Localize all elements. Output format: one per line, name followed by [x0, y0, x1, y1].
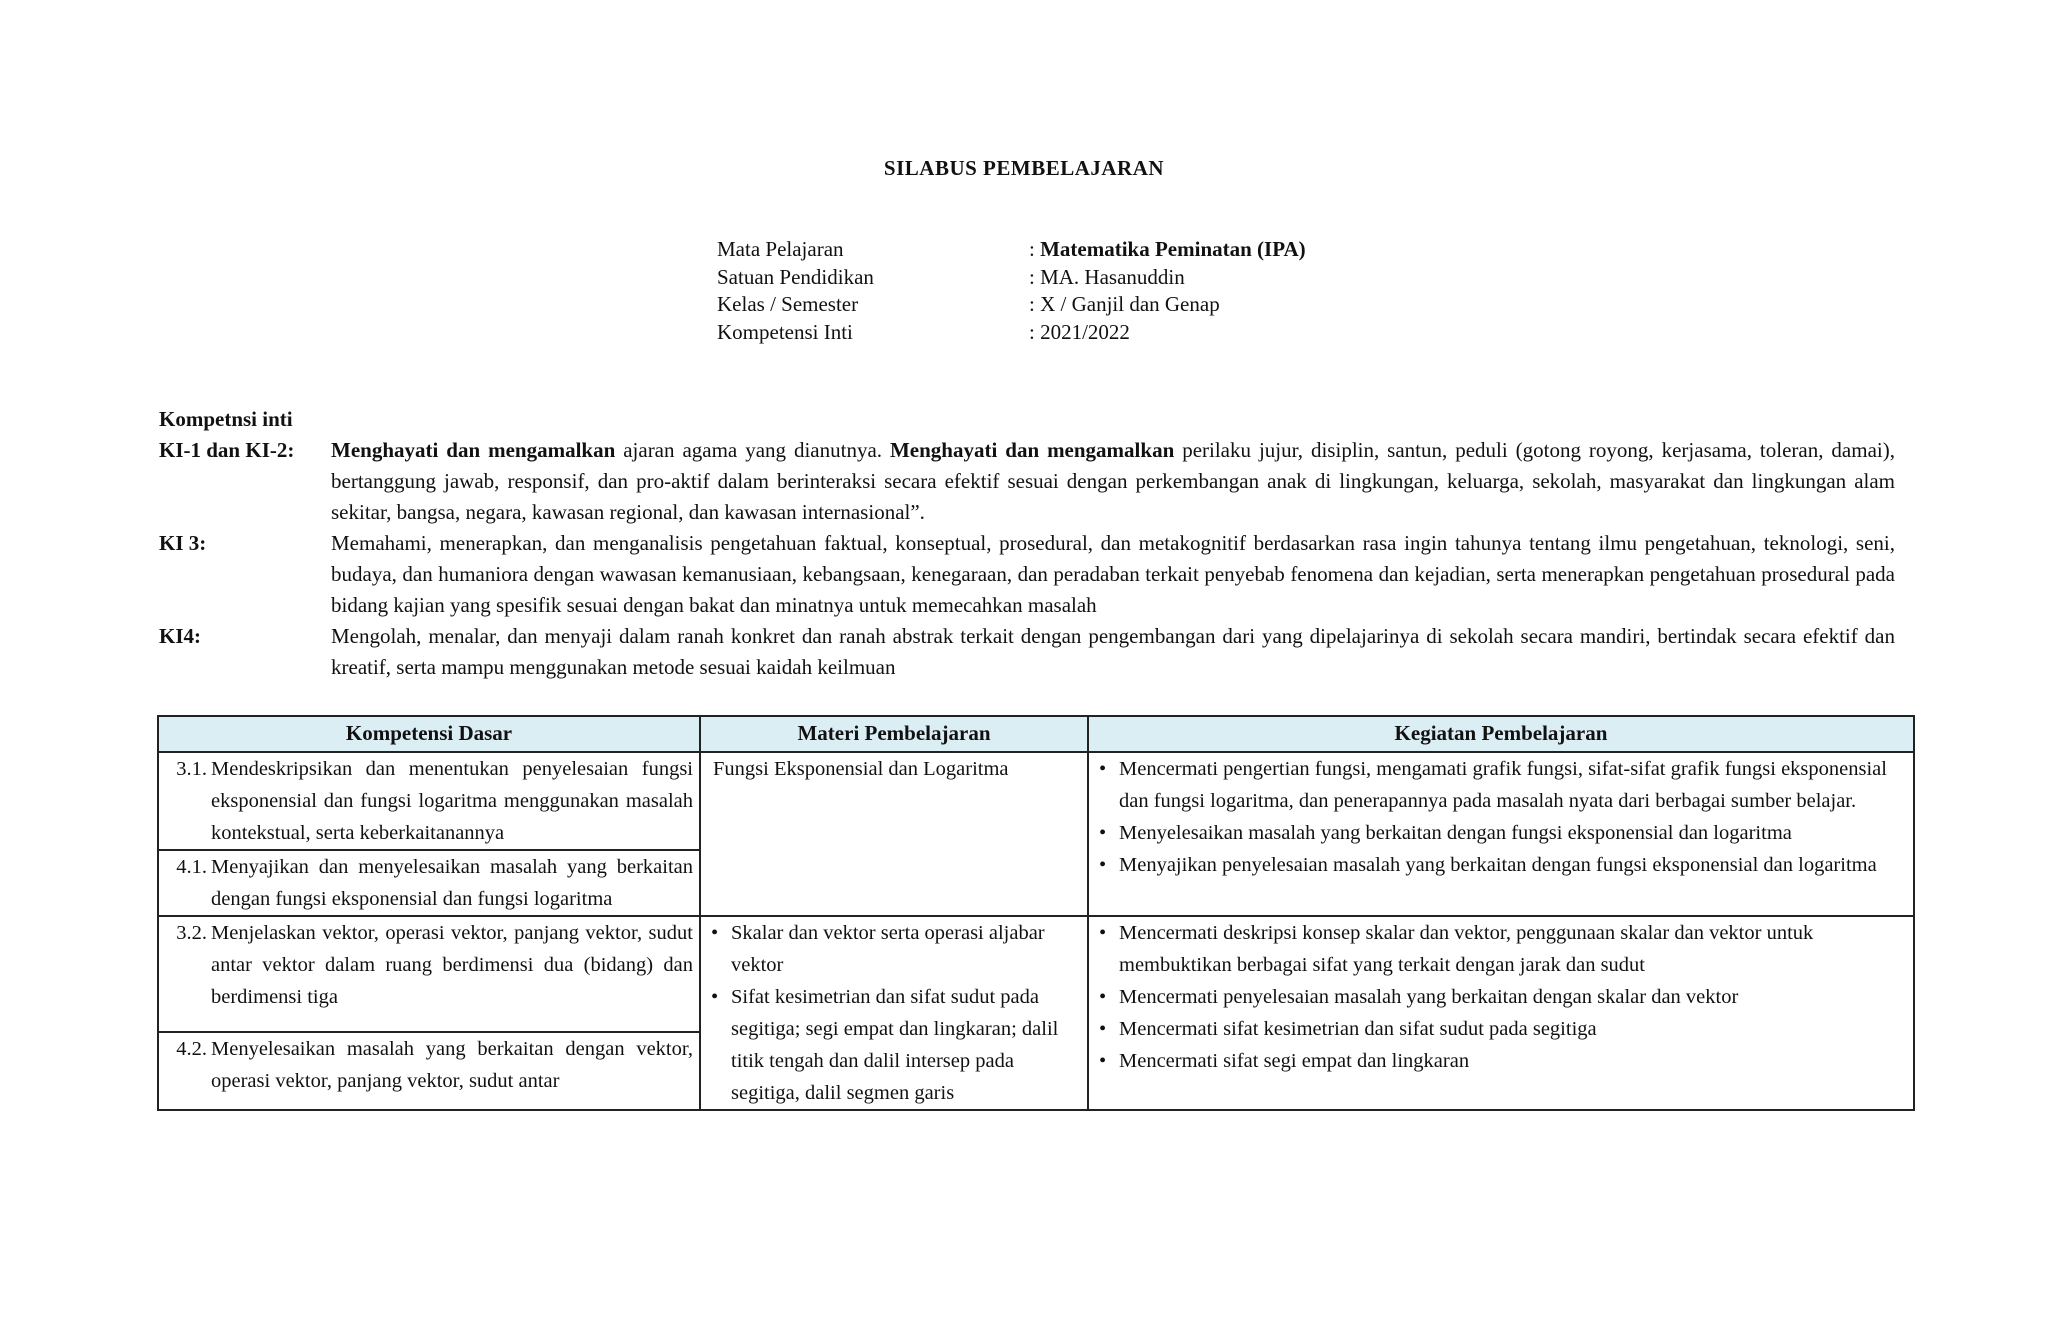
kegiatan-list [1095, 753, 1907, 881]
ki-heading: Kompetnsi inti [159, 407, 293, 431]
meta-value: : MA. Hasanuddin [1029, 264, 1185, 289]
kd-text: Mendeskripsikan dan menentukan penyelesaian fungsi eksponensial dan fungsi logaritma menggunakan masalah kontekstual, serta keberkaitanannya [211, 758, 693, 844]
kegiatan-cell [1088, 752, 1914, 916]
kd-number: 4.1. [176, 856, 207, 878]
list-item: • Menyelesaikan masalah yang berkaitan dengan fungsi eksponensial dan logaritma [1095, 817, 1907, 849]
table-row [158, 752, 1914, 850]
page-title: SILABUS PEMBELAJARAN [883, 156, 1165, 180]
kd-number: 3.2. [176, 922, 207, 944]
list-item: • Mencermati penyelesaian masalah yang berkaitan dengan skalar dan vektor [1095, 981, 1907, 1013]
kd-cell [158, 916, 700, 1032]
meta-label: Mata Pelajaran [717, 237, 844, 261]
ki-item [159, 528, 1895, 621]
meta-row-class [717, 291, 1306, 319]
kd-number: 3.1. [176, 758, 207, 780]
kd-text: Menyelesaikan masalah yang berkaitan dengan vektor, operasi vektor, panjang vektor, sudut antar [211, 1037, 693, 1092]
ki-label: KI 3: [159, 531, 207, 555]
kd-text: Menjelaskan vektor, operasi vektor, panjang vektor, sudut antar vektor dalam ruang berdimensi dua (bidang) dan berdimensi tiga [211, 922, 693, 1008]
meta-value-bold: Matematika Peminatan (IPA) [1040, 237, 1306, 261]
meta-label: Kelas / Semester [717, 292, 859, 316]
meta-label: Satuan Pendidikan [717, 264, 874, 289]
ki-label: KI4: [159, 624, 201, 648]
kd-item [165, 917, 693, 1013]
list-item: • Mencermati sifat kesimetrian dan sifat sudut pada segitiga [1095, 1013, 1907, 1045]
list-item: • Mencermati pengertian fungsi, mengamati grafik fungsi, sifat-sifat grafik fungsi eksponensial dan fungsi logaritma, dan penerapannya pada masalah nyata dari berbagai sumber belajar. [1095, 753, 1907, 817]
ki-text: Memahami, menerapkan, dan menganalisis pengetahuan faktual, konseptual, prosedural, dan metakognitif berdasarkan rasa ingin tahunya tentang ilmu pengetahuan, teknologi, seni, budaya, dan humaniora dengan wawasan kemanusiaan, kebangsaan, kenegaraan, dan peradaban terkait penyebab fenomena dan kejadian, serta menerapkan pengetahuan prosedural pada bidang kajian yang spesifik sesuai dengan bakat dan minatnya untuk memecahkan masalah [331, 531, 1895, 617]
kd-item [165, 851, 693, 915]
list-item: • Skalar dan vektor serta operasi aljabar vektor [707, 917, 1081, 981]
kd-item [165, 1033, 693, 1097]
kompetensi-inti-section [159, 404, 1895, 683]
kegiatan-list [1095, 917, 1907, 1077]
header-kegiatan: Kegiatan Pembelajaran [1088, 716, 1914, 752]
header-materi: Materi Pembelajaran [700, 716, 1088, 752]
list-item: • Mencermati sifat segi empat dan lingkaran [1095, 1045, 1907, 1077]
kd-number: 4.2. [176, 1037, 207, 1060]
ki-text: Menghayati dan mengamalkan ajaran agama yang dianutnya. Menghayati dan mengamalkan perilaku jujur, disiplin, santun, peduli (gotong royong, kerjasama, toleran, damai), bertanggung jawab, responsif, dan pro-aktif dalam berinteraksi secara efektif sesuai dengan perkembangan anak di lingkungan, keluarga, sekolah, masyarakat dan lingkungan alam sekitar, bangsa, negara, kawasan regional, dan kawasan internasional”. [331, 438, 1895, 524]
materi-text: Fungsi Eksponensial dan Logaritma [713, 758, 1009, 780]
meta-row-ki [717, 319, 1306, 347]
syllabus-table [157, 715, 1915, 1111]
meta-value: : 2021/2022 [1029, 319, 1130, 344]
kd-item [165, 753, 693, 849]
meta-value: : X / Ganjil dan Genap [1029, 292, 1220, 316]
kd-cell [158, 752, 700, 850]
meta-label: Kompetensi Inti [717, 319, 853, 344]
meta-value: : Matematika Peminatan (IPA) [1029, 237, 1306, 261]
kegiatan-cell [1088, 916, 1914, 1110]
ki-item [159, 435, 1895, 528]
ki-label: KI-1 dan KI-2: [159, 438, 295, 462]
meta-row-school [717, 264, 1306, 292]
syllabus-meta [717, 236, 1306, 346]
ki-text: Mengolah, menalar, dan menyaji dalam ranah konkret dan ranah abstrak terkait dengan pengembangan dari yang dipelajarinya di sekolah secara mandiri, bertindak secara efektif dan kreatif, serta mampu menggunakan metode sesuai kaidah keilmuan [331, 624, 1895, 679]
meta-row-subject [717, 236, 1306, 264]
list-item: • Mencermati deskripsi konsep skalar dan vektor, penggunaan skalar dan vektor untuk membuktikan berbagai sifat yang terkait dengan jarak dan sudut [1095, 917, 1907, 981]
list-item: • Sifat kesimetrian dan sifat sudut pada segitiga; segi empat dan lingkaran; dalil titik tengah dan dalil intersep pada segitiga, dalil segmen garis [707, 981, 1081, 1109]
ki-item [159, 621, 1895, 683]
table-header-row [158, 716, 1914, 752]
kd-cell [158, 1032, 700, 1110]
table-row [158, 916, 1914, 1032]
kd-cell [158, 850, 700, 916]
materi-cell [700, 916, 1088, 1110]
materi-cell [700, 752, 1088, 916]
kd-text: Menyajikan dan menyelesaikan masalah yang berkaitan dengan fungsi eksponensial dan fungsi logaritma [211, 856, 693, 910]
header-kompetensi-dasar: Kompetensi Dasar [158, 716, 700, 752]
list-item: • Menyajikan penyelesaian masalah yang berkaitan dengan fungsi eksponensial dan logaritma [1095, 849, 1907, 881]
materi-list [707, 917, 1081, 1109]
